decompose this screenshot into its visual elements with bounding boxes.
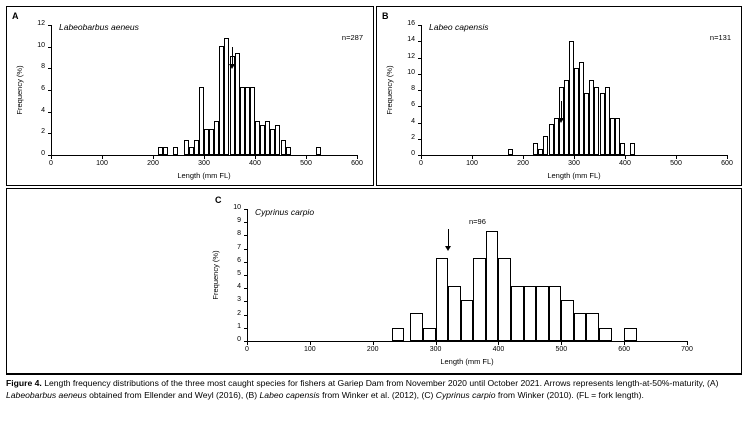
y-tick (418, 41, 421, 42)
x-tick-label: 200 (517, 160, 529, 167)
y-tick (244, 341, 247, 342)
caption-species-a: Labeobarbus aeneus (6, 389, 87, 400)
x-tick-label: 600 (721, 160, 733, 167)
y-tick (418, 25, 421, 26)
panel-b-n-label: n=131 (709, 33, 731, 42)
histogram-bar (173, 147, 178, 155)
x-tick-label: 500 (555, 346, 568, 353)
y-tick-label: 2 (41, 128, 45, 136)
histogram-bar (620, 143, 625, 155)
x-tick (624, 342, 625, 345)
x-tick (687, 342, 688, 345)
maturity-arrow-head (229, 64, 235, 69)
histogram-bar (448, 286, 461, 341)
y-tick-label: 8 (41, 63, 45, 71)
x-tick-label: 0 (419, 160, 423, 167)
y-tick-label: 6 (237, 256, 241, 264)
panel-a-plot (15, 20, 363, 180)
histogram-bar (524, 286, 537, 341)
panel-c (6, 188, 742, 374)
histogram-bar (286, 147, 291, 155)
y-tick (48, 47, 51, 48)
y-tick-label: 10 (233, 204, 241, 211)
y-tick-label: 0 (41, 150, 45, 157)
histogram-bar (392, 328, 405, 341)
y-tick (48, 68, 51, 69)
y-tick (418, 106, 421, 107)
y-tick (418, 58, 421, 59)
panel-b-plot (385, 20, 733, 180)
histogram-bar (461, 300, 474, 341)
panel-c-species-label: Cyprinus carpio (255, 207, 315, 217)
y-tick-label: 4 (41, 106, 45, 114)
x-tick-label: 300 (568, 160, 580, 167)
y-tick (244, 301, 247, 302)
x-tick (523, 156, 524, 159)
histogram-bar (549, 286, 562, 341)
maturity-arrow-head (445, 246, 451, 251)
y-tick (244, 288, 247, 289)
histogram-bar (473, 258, 486, 341)
panel-b-letter: B (382, 11, 389, 21)
maturity-arrow-icon (228, 47, 237, 69)
y-axis-title: Frequency (%) (385, 65, 394, 115)
y-tick (244, 249, 247, 250)
histogram-bar (561, 300, 574, 341)
x-tick (727, 156, 728, 159)
histogram-bar (586, 313, 599, 341)
x-tick-label: 400 (249, 160, 261, 167)
x-axis-title: Length (mm FL) (177, 171, 231, 180)
y-tick-label: 14 (407, 36, 415, 44)
histogram-bar (599, 328, 612, 341)
x-tick-label: 300 (429, 346, 442, 353)
panel-c-letter: C (215, 195, 222, 205)
y-tick-label: 9 (237, 217, 241, 225)
y-tick (418, 123, 421, 124)
y-tick-label: 3 (237, 296, 241, 304)
y-tick-label: 10 (37, 41, 45, 49)
x-tick-label: 600 (351, 160, 363, 167)
x-tick-label: 200 (147, 160, 159, 167)
histogram-bar (630, 143, 635, 155)
x-tick-label: 500 (670, 160, 682, 167)
x-tick-label: 400 (619, 160, 631, 167)
x-tick (498, 342, 499, 345)
x-axis-line (247, 341, 688, 342)
y-tick (48, 25, 51, 26)
caption-text-2: obtained from Ellender and Weyl (2016), (B) (86, 389, 260, 400)
y-tick (244, 275, 247, 276)
x-tick (373, 342, 374, 345)
y-tick (418, 139, 421, 140)
x-tick (306, 156, 307, 159)
y-axis-line (51, 25, 52, 156)
y-tick (244, 235, 247, 236)
x-tick (676, 156, 677, 159)
x-tick (625, 156, 626, 159)
y-tick-label: 2 (411, 133, 415, 141)
y-tick-label: 4 (237, 283, 241, 291)
histogram-bar (486, 231, 499, 341)
y-tick (418, 155, 421, 156)
y-tick-label: 0 (237, 336, 241, 343)
panel-a (6, 6, 374, 186)
y-tick (244, 222, 247, 223)
x-tick (102, 156, 103, 159)
histogram-bar (498, 258, 511, 341)
x-axis-title: Length (mm FL) (440, 357, 494, 366)
x-tick-label: 100 (304, 346, 316, 353)
x-tick-label: 700 (681, 346, 693, 353)
y-axis-title: Frequency (%) (15, 65, 24, 115)
panel-a-letter: A (12, 11, 19, 21)
figure-label: Figure 4. (6, 378, 42, 388)
y-tick-label: 10 (407, 68, 415, 76)
x-axis-title: Length (mm FL) (547, 171, 601, 180)
x-tick-label: 0 (49, 160, 53, 167)
x-tick-label: 100 (466, 160, 478, 167)
y-tick (48, 155, 51, 156)
x-tick (472, 156, 473, 159)
panel-c-n-label: n=96 (469, 217, 486, 226)
y-tick (418, 90, 421, 91)
histogram-bar (316, 147, 321, 155)
y-axis-title: Frequency (%) (211, 250, 220, 300)
x-tick (204, 156, 205, 159)
maturity-arrow-shaft (232, 47, 233, 64)
y-tick (244, 328, 247, 329)
caption-text-1: Length frequency distributions of the three most caught species for fishers at Gariep Dam from November 2020 until October 2021. Arrows represents length-at-50%-maturity, (A) (41, 378, 719, 388)
x-tick-label: 100 (96, 160, 108, 167)
maturity-arrow-shaft (448, 229, 449, 246)
y-tick-label: 4 (411, 117, 415, 125)
caption-species-c: Cyprinus carpio (435, 389, 496, 400)
x-tick (421, 156, 422, 159)
x-tick (574, 156, 575, 159)
caption-species-b: Labeo capensis (259, 389, 320, 400)
y-tick (48, 112, 51, 113)
y-axis-line (421, 25, 422, 156)
y-tick-label: 12 (37, 20, 45, 27)
y-tick (244, 262, 247, 263)
y-tick (48, 133, 51, 134)
maturity-arrow-icon (557, 101, 566, 123)
y-tick-label: 6 (41, 85, 45, 92)
y-tick-label: 12 (407, 52, 415, 60)
histogram-bar (536, 286, 549, 341)
x-tick-label: 500 (300, 160, 312, 167)
y-tick-label: 2 (237, 309, 241, 317)
panel-b-species-label: Labeo capensis (429, 22, 489, 32)
y-tick (244, 209, 247, 210)
x-tick-label: 600 (618, 346, 630, 353)
histogram-bar (624, 328, 637, 341)
y-tick-label: 1 (237, 322, 241, 330)
histogram-bar (436, 258, 449, 341)
y-axis-line (247, 209, 248, 342)
maturity-arrow-head (558, 118, 564, 123)
y-tick (244, 315, 247, 316)
x-tick-label: 300 (198, 160, 210, 167)
histogram-bar (508, 149, 513, 156)
histogram-bar (511, 286, 524, 341)
y-tick (48, 90, 51, 91)
histogram-bar (163, 147, 168, 155)
maturity-arrow-icon (444, 229, 453, 251)
x-tick (436, 342, 437, 345)
y-tick-label: 6 (411, 101, 415, 109)
x-tick-label: 200 (366, 346, 379, 353)
x-tick (51, 156, 52, 159)
histogram-bar (410, 313, 423, 341)
y-tick-label: 8 (411, 85, 415, 92)
y-tick-label: 8 (237, 230, 241, 238)
x-tick (561, 342, 562, 345)
panel-a-species-label: Labeobarbus aeneus (59, 22, 139, 32)
x-tick (153, 156, 154, 159)
x-tick (255, 156, 256, 159)
figure-caption (6, 378, 742, 401)
maturity-arrow-shaft (561, 101, 562, 118)
y-tick-label: 16 (407, 20, 415, 27)
y-tick-label: 5 (237, 270, 241, 277)
y-tick-label: 7 (237, 243, 241, 251)
caption-text-3: from Winker et al. (2012), (C) (319, 389, 436, 400)
panel-c-plot (211, 204, 693, 366)
caption-divider (6, 374, 742, 375)
histogram-bar (574, 313, 587, 341)
caption-text-4: from Winker (2010). (FL = fork length). (495, 389, 644, 400)
x-tick (310, 342, 311, 345)
panel-a-n-label: n=287 (341, 33, 363, 42)
x-tick (247, 342, 248, 345)
x-tick-label: 0 (245, 346, 249, 353)
x-tick-label: 400 (492, 346, 505, 353)
histogram-bar (423, 328, 436, 341)
y-tick (418, 74, 421, 75)
x-tick (357, 156, 358, 159)
panel-b (376, 6, 742, 186)
y-tick-label: 0 (411, 150, 415, 157)
